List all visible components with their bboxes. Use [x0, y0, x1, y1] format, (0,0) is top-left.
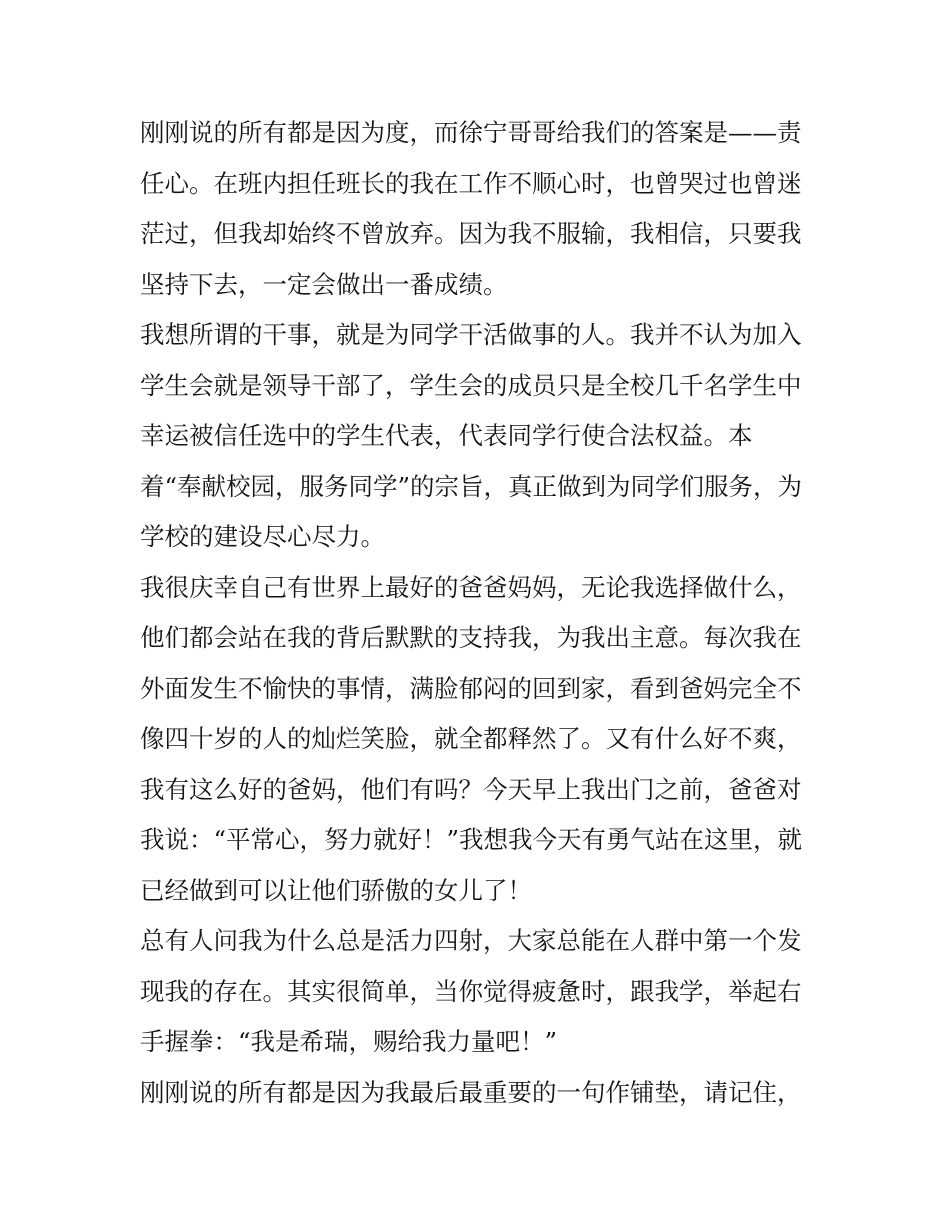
text-line: 总有人问我为什么总是活力四射，大家总能在人群中第一个发	[140, 926, 802, 955]
text-line: 坚持下去，一定会做出一番成绩。	[140, 269, 508, 299]
text-line: 外面发生不愉快的事情，满脸郁闷的回到家，看到爸妈完全不	[140, 673, 802, 703]
text-line: 手握拳：“我是希瑞，赐给我力量吧！”	[140, 1027, 558, 1056]
text-line: 我有这么好的爸妈，他们有吗？今天早上我出门之前，爸爸对	[140, 774, 802, 804]
text-line: 我说：“平常心，努力就好！”我想我今天有勇气站在这里，就	[140, 825, 803, 854]
text-line: 现我的存在。其实很简单，当你觉得疲惫时，跟我学，举起右	[140, 976, 802, 1006]
text-line: 像四十岁的人的灿烂笑脸，就全都释然了。又有什么好不爽，	[140, 724, 802, 753]
text-line: 已经做到可以让他们骄傲的女儿了！	[140, 875, 532, 905]
text-line: 任心。在班内担任班长的我在工作不顺心时，也曾哭过也曾迷	[140, 168, 802, 198]
text-line: 学生会就是领导干部了，学生会的成员只是全校几千名学生中	[140, 370, 802, 400]
text-line: 他们都会站在我的背后默默的支持我，为我出主意。每次我在	[140, 623, 802, 652]
document-body	[140, 108, 820, 1118]
text-line: 刚刚说的所有都是因为我最后最重要的一句作铺垫，请记住，	[140, 1077, 802, 1107]
text-line: 我很庆幸自己有世界上最好的爸爸妈妈，无论我选择做什么，	[140, 572, 802, 602]
text-line: 茫过，但我却始终不曾放弃。因为我不服输，我相信，只要我	[140, 219, 802, 248]
text-line: 着“奉献校园，服务同学”的宗旨，真正做到为同学们服务，为	[140, 471, 803, 501]
text-line: 幸运被信任选中的学生代表，代表同学行使合法权益。本	[140, 421, 753, 450]
text-line: 我想所谓的干事，就是为同学干活做事的人。我并不认为加入	[140, 320, 802, 349]
text-line: 学校的建设尽心尽力。	[140, 522, 385, 551]
text-line: 刚刚说的所有都是因为度，而徐宁哥哥给我们的答案是——责	[140, 118, 802, 147]
